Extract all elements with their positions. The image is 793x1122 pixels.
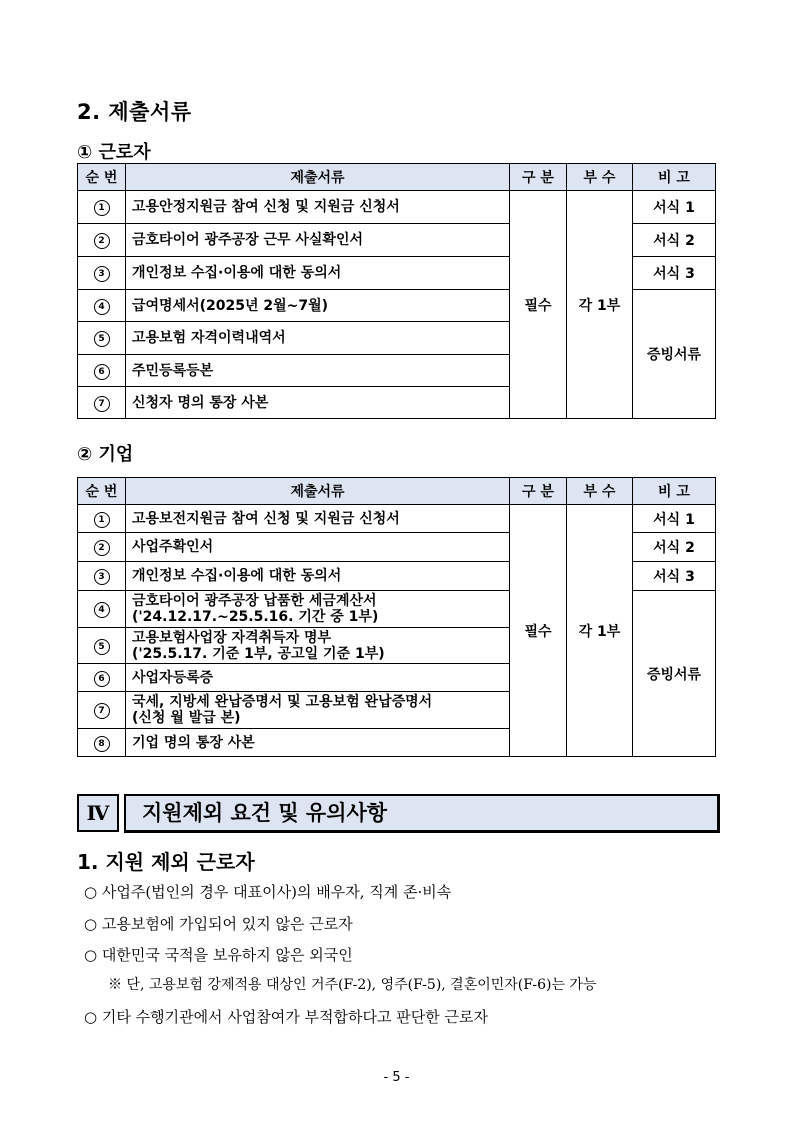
doc-name-line1: 국세, 지방세 완납증명서 및 고용보험 완납증명서 xyxy=(132,694,433,710)
doc-name: 고용보전지원금 참여 신청 및 지원금 신청서 xyxy=(126,505,510,533)
bullet-item: ○ 고용보험에 가입되어 있지 않은 근로자 xyxy=(84,915,353,933)
doc-name xyxy=(126,591,510,628)
header-copies: 부 수 xyxy=(567,478,633,505)
header-type: 구 분 xyxy=(510,478,567,505)
header-doc: 제출서류 xyxy=(126,164,510,191)
remarks-cell: 서식 3 xyxy=(633,257,716,290)
doc-name xyxy=(126,692,510,729)
header-no: 순 번 xyxy=(78,478,126,505)
row-number: 6 xyxy=(94,671,110,687)
doc-name-line1: 고용보험사업장 자격취득자 명부 xyxy=(132,629,332,646)
row-number: 5 xyxy=(94,331,110,347)
worker-documents-table xyxy=(77,163,716,419)
type-cell: 필수 xyxy=(510,191,567,419)
table-row xyxy=(78,505,716,533)
copies-cell: 각 1부 xyxy=(567,191,633,419)
remarks-cell: 서식 1 xyxy=(633,505,716,533)
evidence-cell: 증빙서류 xyxy=(633,290,716,419)
company-documents-table xyxy=(77,477,716,757)
row-number: 4 xyxy=(94,602,110,618)
header-doc: 제출서류 xyxy=(126,478,510,505)
row-number: 1 xyxy=(94,200,110,216)
doc-name-line1: 금호타이어 광주공장 납품한 세금계산서 xyxy=(132,593,377,609)
row-number: 4 xyxy=(94,299,110,315)
doc-name-line2: (신청 월 발급 본) xyxy=(132,710,241,726)
bullet-item: ○ 기타 수행기관에서 사업참여가 부적합하다고 판단한 근로자 xyxy=(84,1008,488,1026)
row-number: 2 xyxy=(94,233,110,249)
header-copies: 부 수 xyxy=(567,164,633,191)
chapter-title: 지원제외 요건 및 유의사항 xyxy=(124,794,720,833)
note-text: ※ 단, 고용보험 강제적용 대상인 거주(F-2), 영주(F-5), 결혼이민자(F-6)는 가능 xyxy=(108,977,597,993)
row-number: 5 xyxy=(94,639,110,655)
row-number: 6 xyxy=(94,364,110,380)
doc-name: 신청자 명의 통장 사본 xyxy=(126,387,510,419)
header-remarks: 비 고 xyxy=(633,164,716,191)
header-remarks: 비 고 xyxy=(633,478,716,505)
doc-name: 기업 명의 통장 사본 xyxy=(126,729,510,757)
doc-name: 개인정보 수집·이용에 대한 동의서 xyxy=(126,257,510,290)
table-row xyxy=(78,191,716,224)
evidence-cell: 증빙서류 xyxy=(633,591,716,757)
remarks-cell: 서식 2 xyxy=(633,224,716,257)
row-number: 2 xyxy=(94,540,110,556)
row-number: 3 xyxy=(94,569,110,585)
doc-name: 개인정보 수집·이용에 대한 동의서 xyxy=(126,562,510,591)
doc-name: 사업주확인서 xyxy=(126,533,510,562)
doc-name-line2: ('25.5.17. 기준 1부, 공고일 기준 1부) xyxy=(132,645,385,662)
bullet-item: ○ 사업주(법인의 경우 대표이사)의 배우자, 직계 존·비속 xyxy=(84,883,452,901)
type-cell: 필수 xyxy=(510,505,567,757)
remarks-cell: 서식 3 xyxy=(633,562,716,591)
doc-name: 금호타이어 광주공장 근무 사실확인서 xyxy=(126,224,510,257)
worker-subtitle: ① 근로자 xyxy=(77,142,151,163)
header-type: 구 분 xyxy=(510,164,567,191)
header-no: 순 번 xyxy=(78,164,126,191)
subsection-title: 1. 지원 제외 근로자 xyxy=(77,850,255,874)
company-subtitle: ② 기업 xyxy=(77,444,134,465)
row-number: 7 xyxy=(94,703,110,719)
doc-name: 고용안정지원금 참여 신청 및 지원금 신청서 xyxy=(126,191,510,224)
doc-name: 급여명세서(2025년 2월~7월) xyxy=(126,290,510,322)
doc-name xyxy=(126,628,510,664)
row-number: 3 xyxy=(94,266,110,282)
page-number: - 5 - xyxy=(383,1070,410,1085)
remarks-cell: 서식 2 xyxy=(633,533,716,562)
copies-cell: 각 1부 xyxy=(567,505,633,757)
bullet-item: ○ 대한민국 국적을 보유하지 않은 외국인 xyxy=(84,946,353,964)
doc-name: 고용보험 자격이력내역서 xyxy=(126,322,510,355)
doc-name: 주민등록등본 xyxy=(126,355,510,387)
row-number: 8 xyxy=(94,736,110,752)
row-number: 7 xyxy=(94,396,110,412)
doc-name-line2: ('24.12.17.~25.5.16. 기간 중 1부) xyxy=(132,609,379,625)
row-number: 1 xyxy=(94,512,110,528)
chapter-numeral: Ⅳ xyxy=(77,794,119,832)
doc-name: 사업자등록증 xyxy=(126,664,510,692)
section-title: 2. 제출서류 xyxy=(77,100,192,124)
remarks-cell: 서식 1 xyxy=(633,191,716,224)
